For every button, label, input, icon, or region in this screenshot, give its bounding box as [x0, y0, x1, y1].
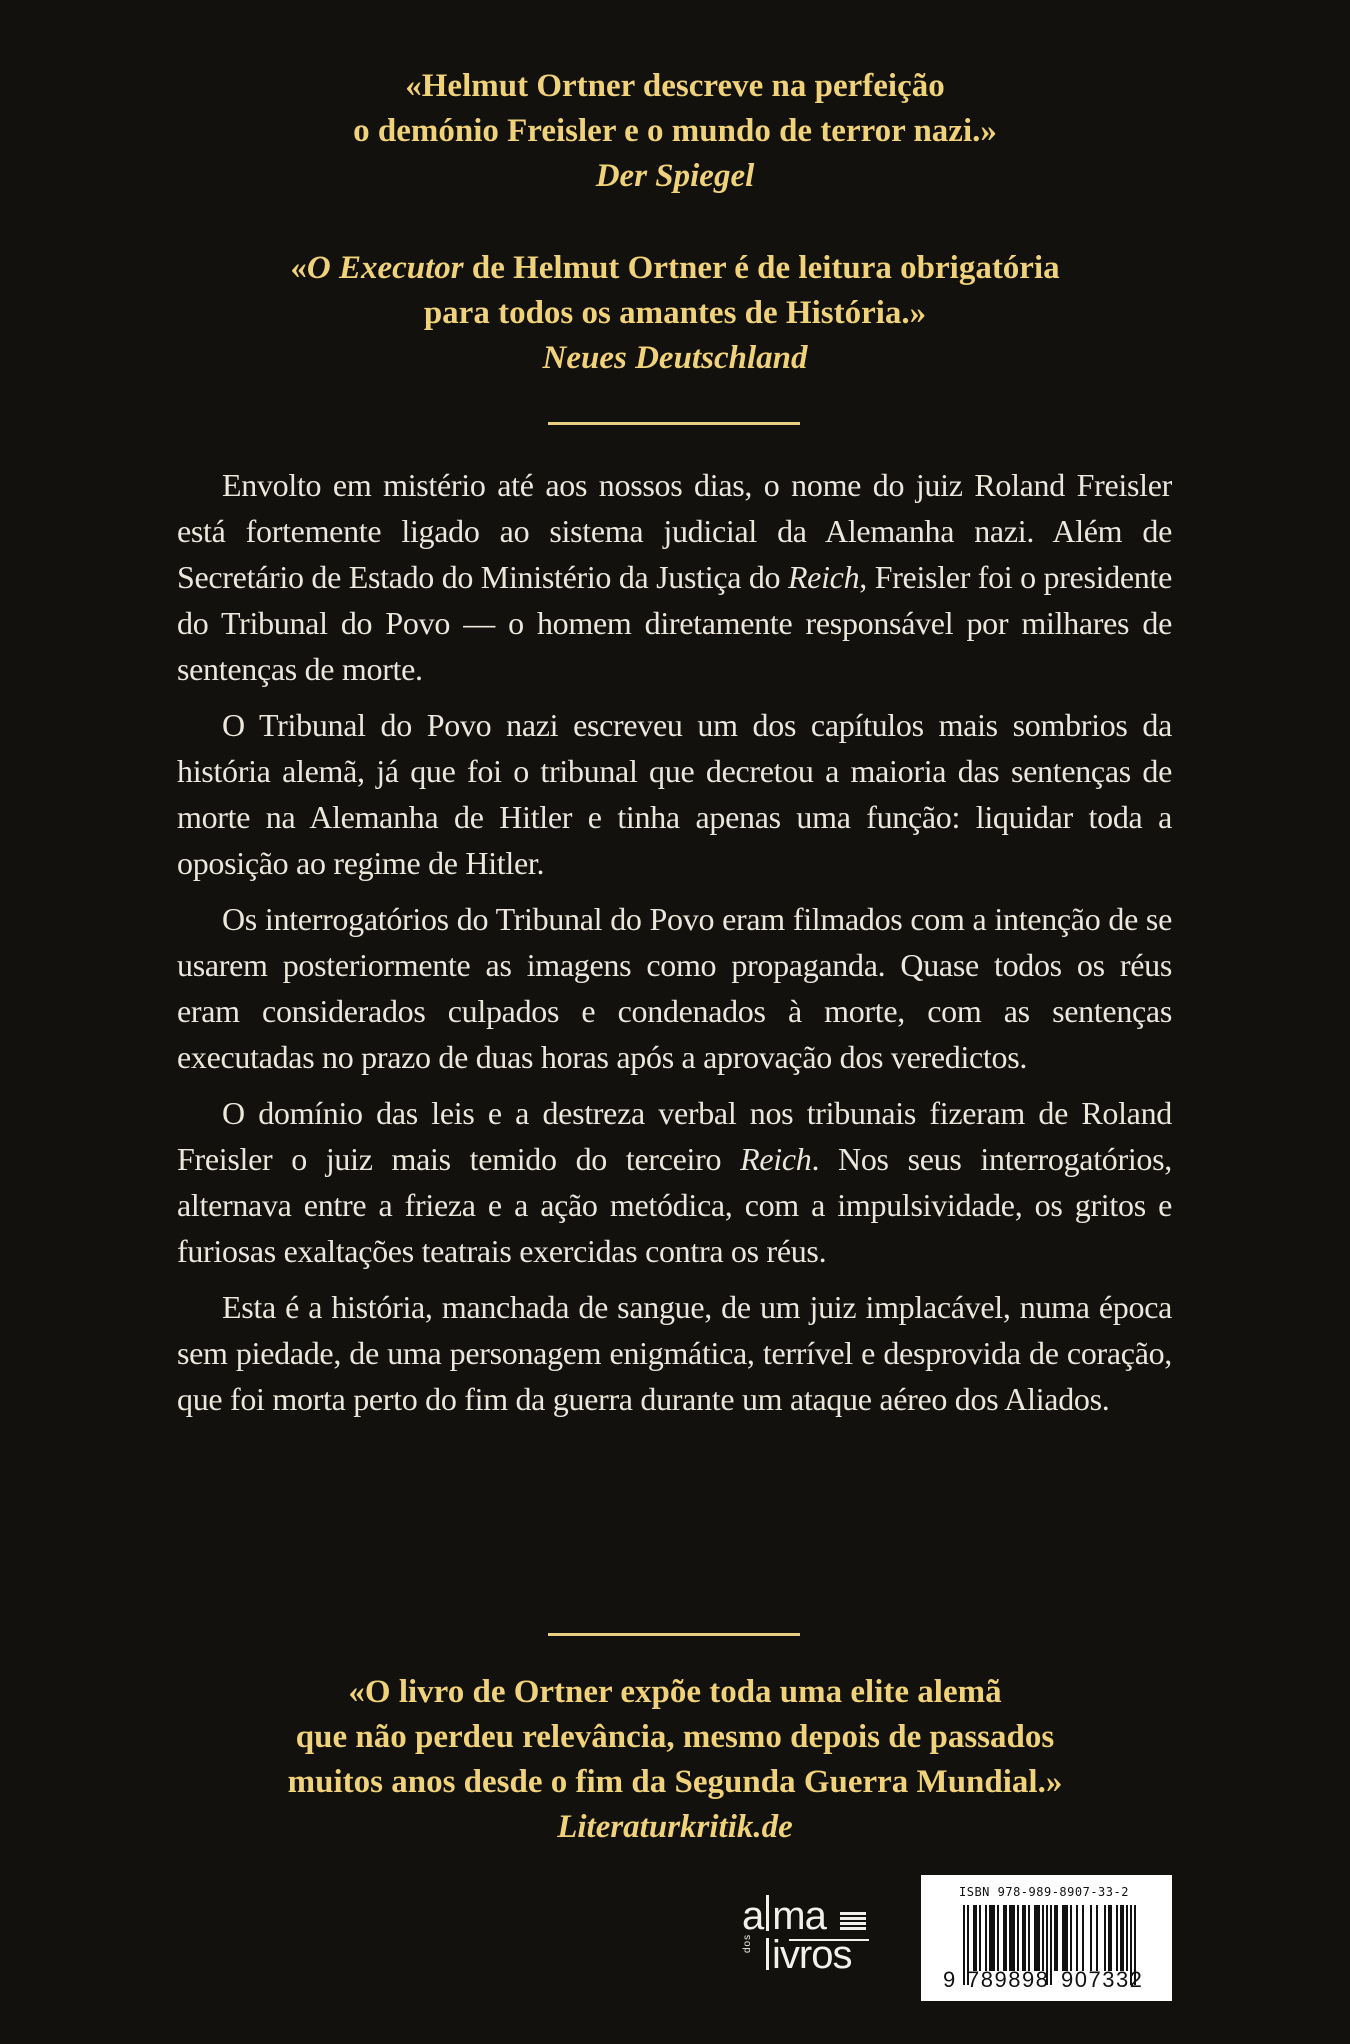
books-stack-icon — [840, 1912, 866, 1932]
divider-bottom — [548, 1633, 800, 1636]
publisher-logo — [742, 1895, 877, 1975]
isbn-label: ISBN 978-989-8907-33-2 — [959, 1885, 1129, 1899]
quote-source: Neues Deutschland — [542, 340, 808, 376]
description-paragraph: O domínio das leis e a destreza verbal nos tribunais fizeram de Roland Freisler o juiz mais temido do terceiro Reich. Nos seus interrogatórios, alternava entre a frieza e a ação metódica, com a impulsividade, os gritos e furiosas exaltações teatrais exercidas contra os réus. — [177, 1095, 1172, 1269]
quote-line: «Helmut Ortner descreve na perfeição — [405, 68, 945, 104]
logo-word-dos: dos — [742, 1933, 753, 1953]
book-description — [177, 462, 1172, 1432]
divider-top — [548, 422, 800, 425]
quote-line: muitos anos desde o fim da Segunda Guerra Mundial.» — [287, 1764, 1063, 1800]
logo-l-bar — [766, 1895, 769, 1931]
isbn-barcode: ISBN 978-989-8907-33-2 9 789898 907332 — [921, 1875, 1172, 2001]
quote-source: Der Spiegel — [595, 158, 755, 194]
quote-source: Literaturkritik.de — [557, 1809, 793, 1845]
description-paragraph: O Tribunal do Povo nazi escreveu um dos capítulos mais sombrios da história alemã, já que foi o tribunal que decretou a maioria das sentenças de morte na Alemanha de Hitler e tinha apenas uma função: liquidar toda a oposição ao regime de Hitler. — [177, 707, 1172, 881]
quote-line: que não perdeu relevância, mesmo depois de passados — [295, 1719, 1055, 1755]
description-paragraph: Esta é a história, manchada de sangue, de um juiz implacável, numa época sem piedade, de uma personagem enigmática, terrível e desprovida de coração, que foi morta perto do fim da guerra durante um ataque aéreo dos Aliados. — [177, 1289, 1172, 1417]
book-title: O Executor — [306, 250, 464, 286]
quote-line: para todos os amantes de História.» — [423, 295, 927, 331]
review-quote-spiegel — [0, 64, 1350, 199]
quote-line: o demónio Freisler e o mundo de terror nazi.» — [353, 113, 997, 149]
quote-line: «O livro de Ortner expõe toda uma elite alemã — [348, 1674, 1002, 1710]
review-quote-neues-deutschland — [0, 246, 1350, 381]
description-paragraph: Os interrogatórios do Tribunal do Povo eram filmados com a intenção de se usarem posteriormente as imagens como propaganda. Quase todos os réus eram considerados culpados e condenados à morte, com as sentenças executadas no prazo de duas horas após a aprovação dos veredictos. — [177, 901, 1172, 1075]
review-quote-literaturkritik — [0, 1670, 1350, 1850]
logo-word-livros: ivros — [766, 1935, 851, 1975]
logo-word-alma: a ma — [742, 1894, 826, 1938]
description-paragraph: Envolto em mistério até aos nossos dias, o nome do juiz Roland Freisler está fortemente ligado ao sistema judicial da Alemanha nazi. Além de Secretário de Estado do Ministério da Justiça do Reich, Freisler foi o presidente do Tribunal do Povo — o homem diretamente responsável por milhares de sentenças de morte. — [177, 467, 1172, 687]
quote-line: «O Executor de Helmut Ortner é de leitura obrigatória — [290, 250, 1060, 286]
